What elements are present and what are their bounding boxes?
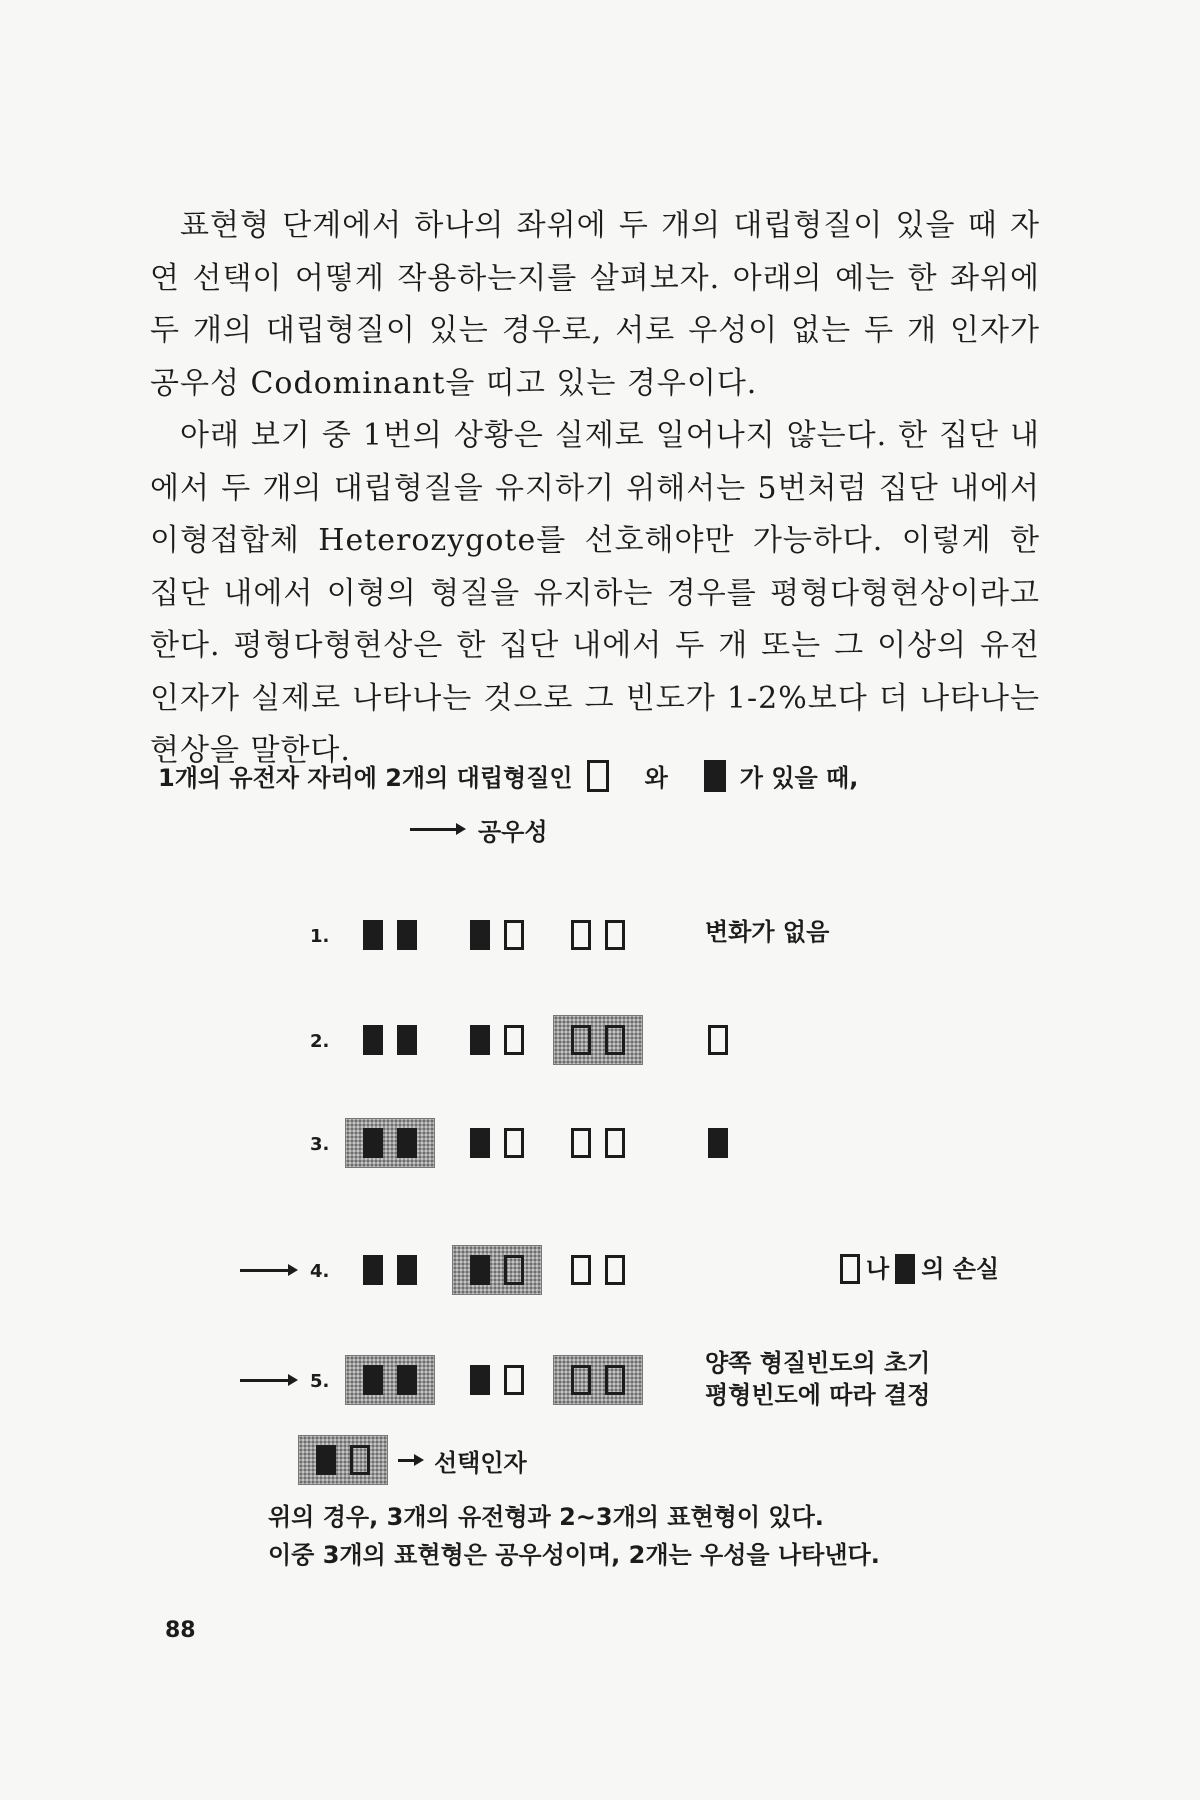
row-1-note: 변화가 없음 (705, 918, 830, 946)
genotype-homozygous-empty (553, 1118, 643, 1168)
row-number: 5. (310, 1371, 330, 1392)
row-number: 1. (310, 926, 330, 947)
row-number: 2. (310, 1031, 330, 1052)
empty-allele (605, 1025, 625, 1055)
selection-factor-swatch (298, 1435, 388, 1485)
filled-allele (470, 1025, 490, 1055)
intro-text-3: 가 있을 때, (739, 764, 859, 792)
result-filled-allele (708, 1128, 728, 1158)
genotype-homozygous-empty (553, 1245, 643, 1295)
genotype-heterozygous-selected (452, 1245, 542, 1295)
arrow-icon (240, 1269, 290, 1272)
genotype-homozygous-empty (553, 910, 643, 960)
row-5-note-line-1: 양쪽 형질빈도의 초기 (705, 1349, 931, 1377)
empty-allele (504, 1365, 524, 1395)
genotype-homozygous-filled-selected (345, 1355, 435, 1405)
conclusion-line-2: 이중 3개의 표현형은 공우성이며, 2개는 우성을 나타낸다. (268, 1541, 880, 1569)
genotype-heterozygous (452, 1015, 542, 1065)
filled-allele (363, 1128, 383, 1158)
row-2 (0, 1005, 1200, 1075)
filled-allele (470, 1255, 490, 1285)
empty-allele (571, 1128, 591, 1158)
empty-allele (504, 1025, 524, 1055)
empty-allele-symbol (840, 1254, 860, 1284)
genotype-heterozygous (452, 910, 542, 960)
filled-allele (316, 1445, 336, 1475)
filled-allele-symbol (704, 760, 726, 792)
legend-arrow (398, 1459, 416, 1462)
row-3 (0, 1108, 1200, 1178)
filled-allele (363, 1365, 383, 1395)
arrow-icon (410, 828, 458, 831)
filled-allele (363, 1255, 383, 1285)
genotype-homozygous-filled (345, 1245, 435, 1295)
codominance-label: 공우성 (478, 818, 548, 846)
empty-allele (605, 920, 625, 950)
row-5-arrow (240, 1379, 290, 1382)
empty-allele (605, 1255, 625, 1285)
arrow-icon (240, 1379, 290, 1382)
filled-allele (470, 1128, 490, 1158)
row-4 (0, 1235, 1200, 1305)
row-4-note (840, 1253, 999, 1285)
empty-allele (571, 1365, 591, 1395)
row-5-note (705, 1347, 930, 1411)
filled-allele (397, 920, 417, 950)
empty-allele (571, 920, 591, 950)
empty-allele (605, 1365, 625, 1395)
genotype-homozygous-filled (345, 910, 435, 960)
legend-label: 선택인자 (434, 1448, 527, 1477)
filled-allele (397, 1255, 417, 1285)
legend (298, 1435, 527, 1485)
diagram-conclusion (268, 1498, 880, 1574)
row-number: 4. (310, 1261, 330, 1282)
filled-allele (397, 1128, 417, 1158)
empty-allele (571, 1255, 591, 1285)
row-number: 3. (310, 1134, 330, 1155)
empty-allele (504, 1128, 524, 1158)
paragraph-2: 아래 보기 중 1번의 상황은 실제로 일어나지 않는다. 한 집단 내에서 두 개의 대립형질을 유지하기 위해서는 5번처럼 집단 내에서 이형접합체 Heterozygote를 선호해야만 가능하다. 이렇게 한 집단 내에서 이형의 형질을 유지하는 경우를 평형다형현상이라고 한다. 평형다형현상은 한 집단 내에서 두 개 또는 그 이상의 유전인자가 실제로 나타나는 것으로 그 빈도가 1-2%보다 더 나타나는 현상을 말한다. (150, 418, 1040, 768)
filled-allele (397, 1025, 417, 1055)
codominance-label-row (410, 812, 548, 847)
empty-allele (504, 920, 524, 950)
genotype-homozygous-empty-selected (553, 1015, 643, 1065)
genotype-homozygous-empty-selected (553, 1355, 643, 1405)
result-empty-allele (708, 1025, 728, 1055)
empty-allele (605, 1128, 625, 1158)
genotype-heterozygous (452, 1355, 542, 1405)
paragraph-1: 표현형 단계에서 하나의 좌위에 두 개의 대립형질이 있을 때 자연 선택이 어떻게 작용하는지를 살펴보자. 아래의 예는 한 좌위에 두 개의 대립형질이 있는 경우로, 서로 우성이 없는 두 개 인자가 공우성 Codominant을 띠고 있는 경우이다. (150, 208, 1040, 401)
filled-allele (397, 1365, 417, 1395)
filled-allele (470, 1365, 490, 1395)
genotype-homozygous-filled (345, 1015, 435, 1065)
body-text (150, 200, 1040, 778)
row-4-arrow (240, 1269, 290, 1272)
empty-allele (571, 1025, 591, 1055)
genotype-heterozygous (452, 1118, 542, 1168)
row-1 (0, 900, 1200, 970)
intro-text-1: 1개의 유전자 자리에 2개의 대립형질인 (158, 764, 573, 792)
diagram-intro (158, 758, 858, 793)
intro-text-2: 와 (644, 764, 668, 792)
conclusion-line-1: 위의 경우, 3개의 유전형과 2~3개의 표현형이 있다. (268, 1503, 824, 1531)
empty-allele-symbol (587, 760, 609, 792)
genotype-homozygous-filled-selected (345, 1118, 435, 1168)
row-5-note-line-2: 평형빈도에 따라 결정 (705, 1381, 931, 1409)
arrow-icon (398, 1459, 416, 1462)
row-4-note-text-2: 의 손실 (921, 1255, 1000, 1283)
row-5 (0, 1345, 1200, 1415)
page-number: 88 (165, 1618, 196, 1643)
filled-allele (363, 920, 383, 950)
empty-allele (350, 1445, 370, 1475)
filled-allele (470, 920, 490, 950)
empty-allele (504, 1255, 524, 1285)
row-4-note-text-1: 나 (866, 1255, 890, 1283)
filled-allele (363, 1025, 383, 1055)
filled-allele-symbol (895, 1254, 915, 1284)
